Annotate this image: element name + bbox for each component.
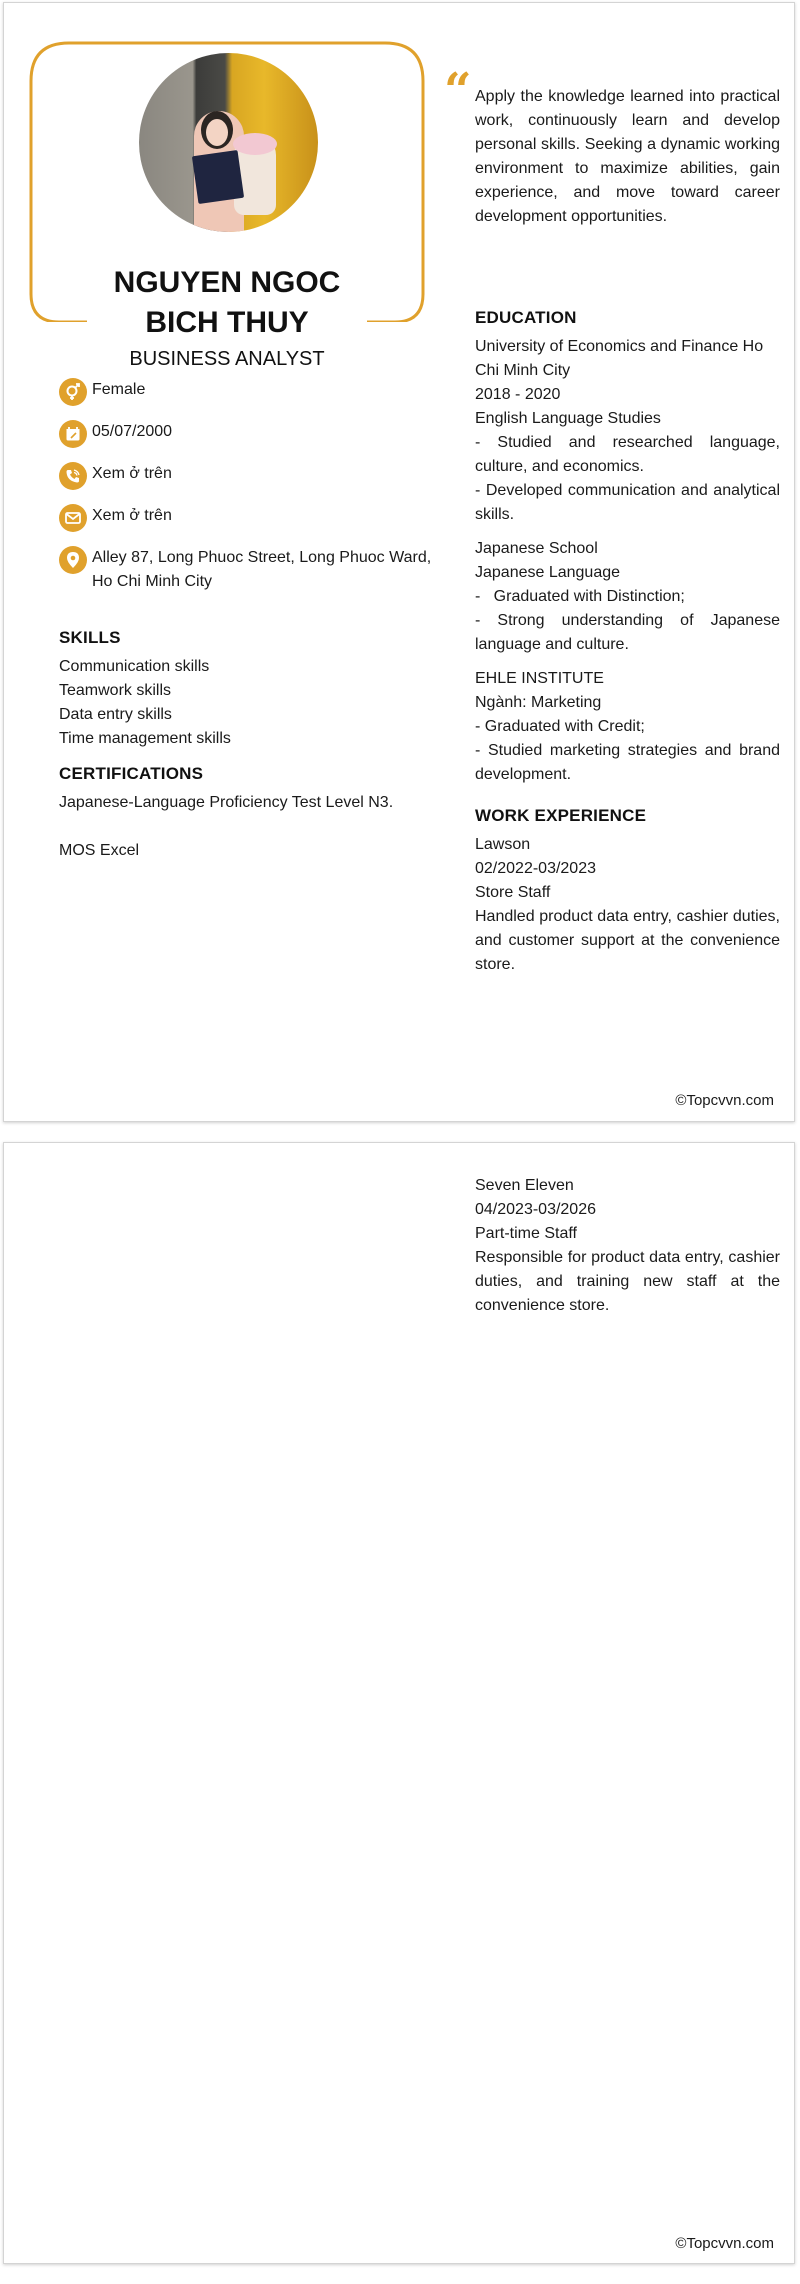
education-detail: - Graduated with Credit; [475,718,645,735]
cv-page-1 [3,2,795,1122]
name-line-2: BICH THUY [145,306,309,339]
work-experience-heading: WORK EXPERIENCE [475,806,647,825]
contact-gender-value: Female [92,381,146,398]
contact-birthdate [59,420,454,448]
contact-phone-value[interactable]: Xem ở trên [92,465,172,482]
skill-item: Teamwork skills [59,682,172,699]
certifications-heading: CERTIFICATIONS [59,764,204,783]
contact-address [59,546,454,594]
work-period: 04/2023-03/2026 [475,1201,596,1218]
skill-item: Data entry skills [59,706,172,723]
certification-item: MOS Excel [59,842,140,859]
work-period: 02/2022-03/2023 [475,860,596,877]
footer-watermark: ©Topcvvn.com [675,1092,774,1109]
education-major: Ngành: Marketing [475,694,602,711]
job-title: BUSINESS ANALYST [129,348,325,370]
education-detail: - Studied marketing strategies and brand development. [475,742,780,783]
contact-email [59,504,454,532]
email-icon [59,504,87,532]
work-company: Lawson [475,836,531,853]
career-objective: Apply the knowledge learned into practical work, continuously learn and develop personal skills. Seeking a dynamic working environment to maximize abilities, gain experience, and move toward career development opportunities. [475,88,780,225]
skill-item: Communication skills [59,658,210,675]
certification-item: Japanese-Language Proficiency Test Level N3. [59,794,394,811]
education-heading: EDUCATION [475,308,577,327]
work-company: Seven Eleven [475,1177,574,1194]
work-description: Handled product data entry, cashier duties, and customer support at the convenience store. [475,908,780,973]
phone-icon [59,462,87,490]
footer-watermark: ©Topcvvn.com [675,2235,774,2252]
quote-icon: “ [444,63,472,119]
skill-item: Time management skills [59,730,231,747]
skills-heading: SKILLS [59,628,121,647]
contact-gender [59,378,454,406]
education-major: Japanese Language [475,564,621,581]
education-period: 2018 - 2020 [475,386,561,403]
education-school: University of Economics and Finance Ho Chi Minh City [475,338,764,379]
contact-birthdate-value: 05/07/2000 [92,423,173,440]
contact-address-value: Alley 87, Long Phuoc Street, Long Phuoc Ward, Ho Chi Minh City [92,549,432,590]
work-description: Responsible for product data entry, cashier duties, and training new staff at the convenience store. [475,1249,780,1314]
contact-phone [59,462,454,490]
work-position: Part-time Staff [475,1225,577,1242]
location-icon [59,546,87,574]
profile-photo [139,53,318,232]
education-school: Japanese School [475,540,598,557]
education-detail: - Graduated with Distinction; [475,588,685,605]
contact-email-value[interactable]: Xem ở trên [92,507,172,524]
work-position: Store Staff [475,884,551,901]
cv-page-2 [3,1142,795,2264]
calendar-icon [59,420,87,448]
education-detail: - Developed communication and analytical skills. [475,482,780,523]
education-major: English Language Studies [475,410,661,427]
education-school: EHLE INSTITUTE [475,670,604,687]
education-detail: - Strong understanding of Japanese language and culture. [475,612,780,653]
gender-icon [59,378,87,406]
name-line-1: NGUYEN NGOC [113,266,341,299]
education-detail: - Studied and researched language, culture, and economics. [475,434,780,475]
